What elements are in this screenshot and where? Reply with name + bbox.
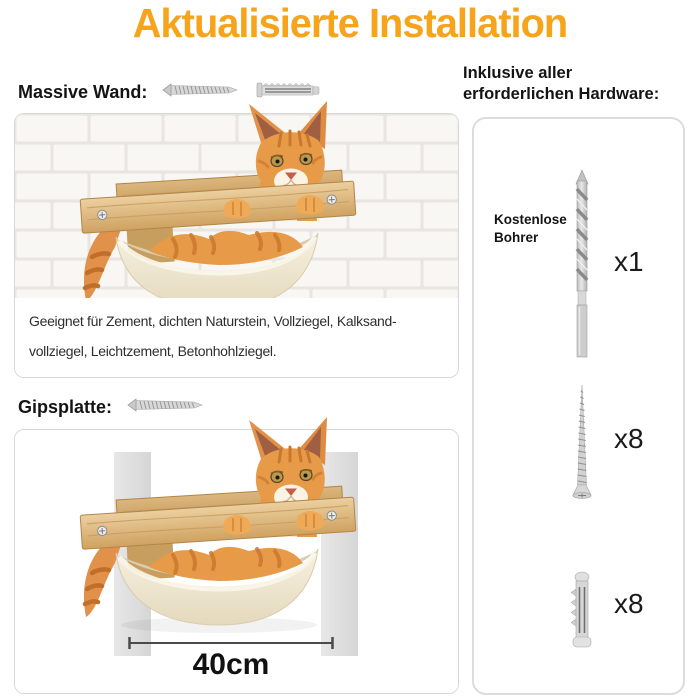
drill-quantity: x1 xyxy=(614,246,644,277)
photo-drywall xyxy=(14,429,459,694)
hardware-header xyxy=(463,63,659,105)
page-title: Aktualisierte Installation xyxy=(132,0,568,46)
free-drill-label: Kostenlose Bohrer xyxy=(494,212,567,246)
drill-bit-icon xyxy=(569,169,595,364)
hardware-header-line-1: Inklusive aller xyxy=(463,64,573,82)
caption-line-1: Geeignet für Zement, dichten Naturstein, Vollziegel, Kalksand- xyxy=(29,313,397,329)
hardware-box xyxy=(472,117,685,695)
screw-quantity: x8 xyxy=(614,423,644,454)
dimension-label: 40cm xyxy=(192,648,270,681)
screw-vertical-icon xyxy=(567,383,597,506)
suitable-surfaces-caption xyxy=(15,298,458,377)
drywall-label: Gipsplatte: xyxy=(18,397,113,417)
cat-hammock-illustration xyxy=(61,415,381,640)
photo-massive-wall xyxy=(14,113,459,378)
cat-hammock-illustration xyxy=(61,99,381,324)
anchor-quantity: x8 xyxy=(614,588,644,619)
massive-wall-label: Massive Wand: xyxy=(18,82,148,102)
hardware-header-line-2: erforderlichen Hardware: xyxy=(463,85,660,103)
wall-anchor-vertical-icon xyxy=(569,571,595,654)
caption-line-2: vollziegel, Leichtzement, Betonhohlziegel. xyxy=(29,343,277,359)
